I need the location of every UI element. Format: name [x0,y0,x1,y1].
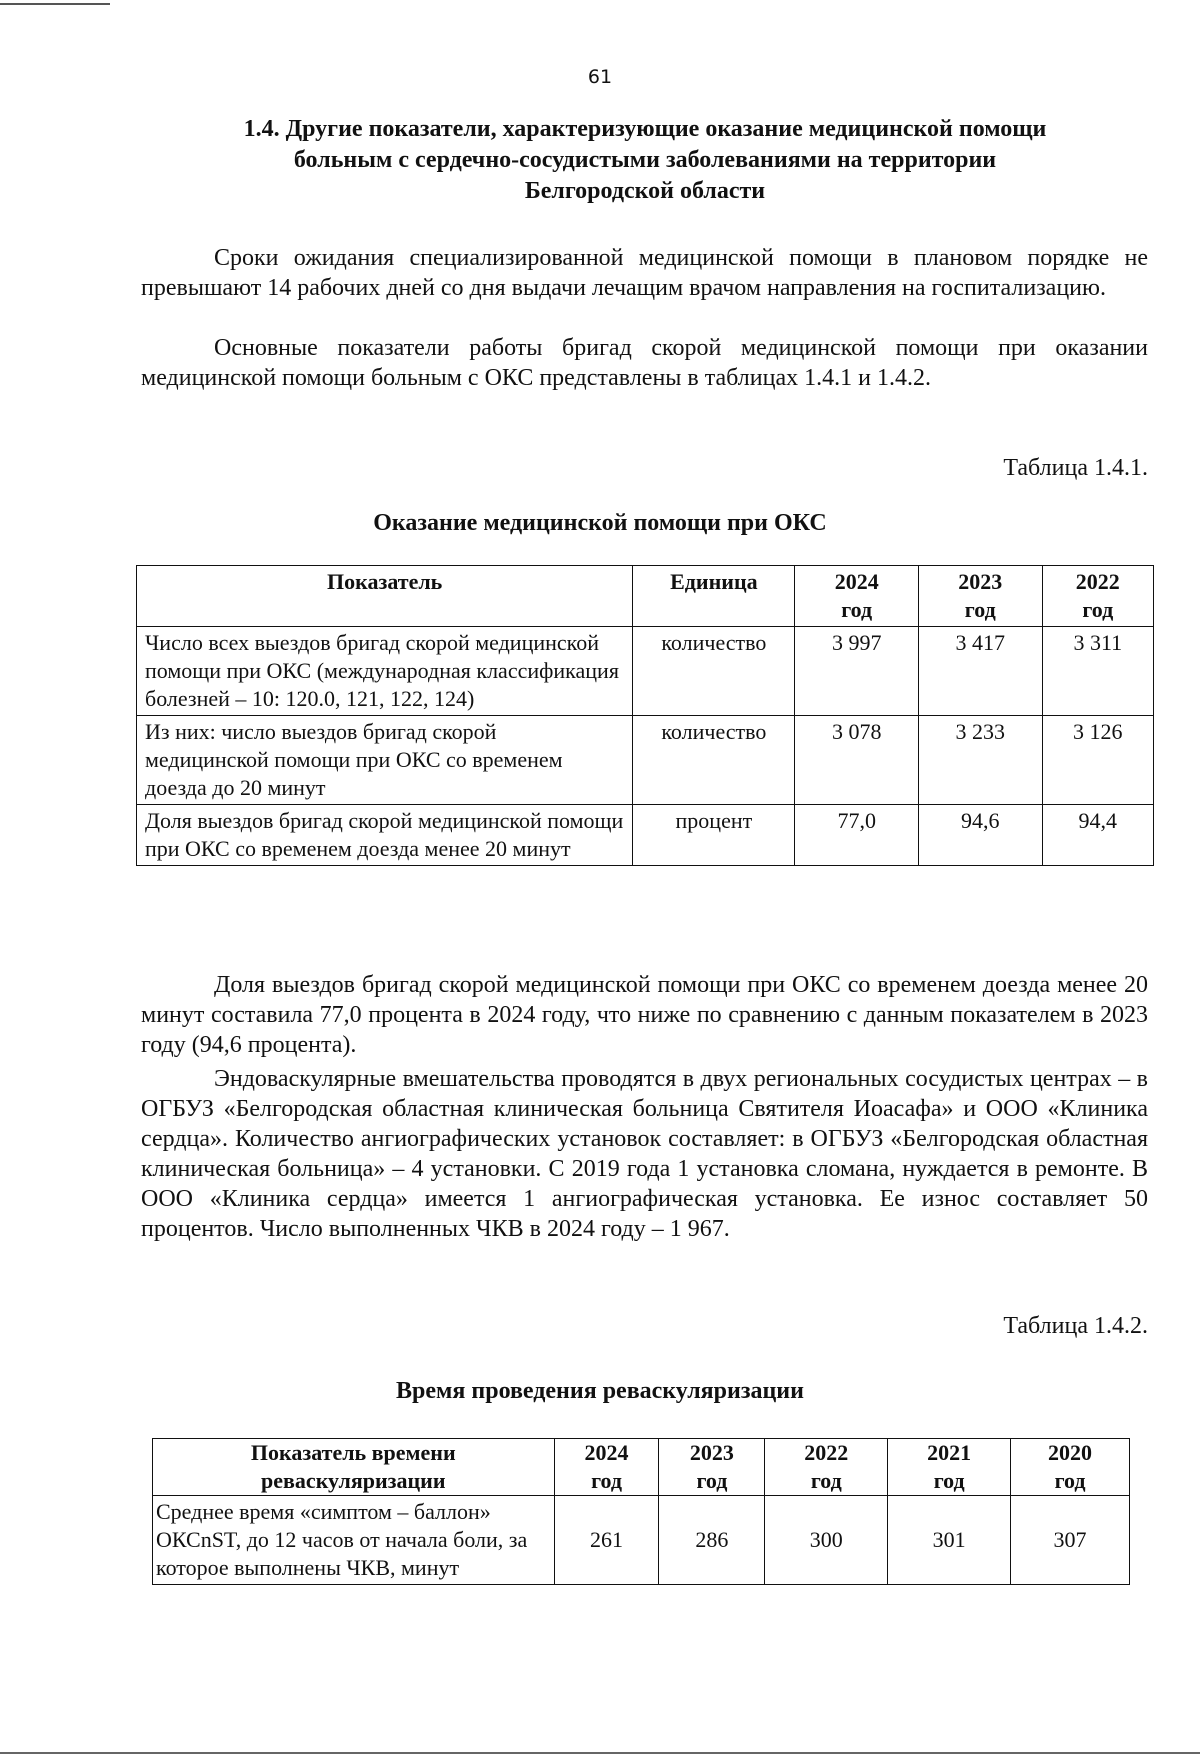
header-year-word: год [810,1468,842,1493]
table-row [137,805,1154,866]
table-caption: Таблица 1.4.2. [1003,1313,1148,1339]
header-year [888,1439,1011,1496]
table-header-row [153,1439,1130,1496]
table-caption: Таблица 1.4.1. [1003,455,1148,481]
header-year-word: год [1082,597,1114,622]
table-row [137,716,1154,805]
revascularization-table [152,1438,1130,1585]
header-year-number: 2020 [1048,1440,1093,1465]
cell-indicator: Доля выездов бригад скорой медицинской помощи при ОКС со временем доезда менее 20 минут [137,805,633,866]
header-year [659,1439,765,1496]
cell-indicator: Из них: число выездов бригад скорой медицинской помощи при ОКС со временем доезда до 20 минут [137,716,633,805]
cell-indicator: Среднее время «симптом – баллон» ОКСnST, до 12 часов от начала боли, за которое выполнены ЧКВ, минут [153,1496,555,1585]
header-year [554,1439,659,1496]
table-header-row [137,566,1154,627]
cell-value: 301 [888,1496,1011,1585]
table-title: Оказание медицинской помощи при ОКС [373,510,827,536]
paragraph: Основные показатели работы бригад скорой медицинской помощи при оказании медицинской помощи больным с ОКС представлены в таблицах 1.4.1 и 1.4.2. [141,335,1148,391]
table-row [137,627,1154,716]
header-year-number: 2022 [804,1440,849,1465]
header-year [795,566,919,627]
section-heading-line: Белгородской области [524,178,766,204]
header-year [918,566,1042,627]
cell-unit: количество [633,716,795,805]
table-row [153,1496,1130,1585]
cell-value: 300 [765,1496,888,1585]
paragraph: Эндоваскулярные вмешательства проводятся в двух региональных сосудистых центрах – в ОГБУЗ «Белгородская областная клиническая больница Святителя Иоасафа» и ООО «Клиника сердца». Количество ангиографических установок составляет: в ОГБУЗ «Белгородская областная клиническая больница» – 4 установки. С 2019 года 1 установка сломана, нуждается в ремонте. В ООО «Клиника сердца» имеется 1 ангиографическая установка. Ее износ составляет 50 процентов. Число выполненных ЧКВ в 2024 году – 1 967. [141,1066,1148,1242]
cell-value: 3 311 [1042,627,1153,716]
section-heading [150,114,1140,207]
header-year-number: 2024 [834,569,879,594]
header-year [1011,1439,1130,1496]
cell-value: 94,4 [1042,805,1153,866]
header-indicator: Показатель [137,566,633,627]
paragraph: Сроки ожидания специализированной медицинской помощи в плановом порядке не превышают 14 рабочих дней со дня выдачи лечащим врачом направления на госпитализацию. [141,245,1148,301]
cell-value: 3 417 [918,627,1042,716]
header-year-word: год [841,597,873,622]
cell-value: 77,0 [795,805,919,866]
header-year-number: 2021 [927,1440,972,1465]
header-year-word: год [964,597,996,622]
cell-value: 3 997 [795,627,919,716]
cell-value: 261 [554,1496,659,1585]
cell-indicator: Число всех выездов бригад скорой медицинской помощи при ОКС (международная классификация болезней – 10: 120.0, 121, 122, 124) [137,627,633,716]
cell-value: 3 078 [795,716,919,805]
cell-unit: количество [633,627,795,716]
header-year-number: 2022 [1075,569,1120,594]
page-number: 61 [587,66,613,88]
header-indicator-line: Показатель времени [250,1440,456,1465]
ambulance-table [136,565,1154,866]
header-year-word: год [591,1468,622,1493]
cell-unit: процент [633,805,795,866]
header-unit: Единица [633,566,795,627]
header-year-word: год [933,1468,965,1493]
scan-edge-line [0,1752,1200,1754]
header-year-number: 2024 [584,1440,629,1465]
scan-edge-line [0,3,110,5]
header-year-number: 2023 [689,1440,734,1465]
section-heading-line: больным с сердечно-сосудистыми заболеваниями на территории [293,147,997,173]
header-indicator-line: реваскуляризации [261,1468,446,1493]
header-year [765,1439,888,1496]
header-year [1042,566,1153,627]
header-indicator [153,1439,555,1496]
section-heading-line: 1.4. Другие показатели, характеризующие оказание медицинской помощи [243,116,1047,142]
cell-value: 3 126 [1042,716,1153,805]
header-year-number: 2023 [958,569,1003,594]
header-year-word: год [1054,1468,1086,1493]
cell-value: 286 [659,1496,765,1585]
paragraph: Доля выездов бригад скорой медицинской помощи при ОКС со временем доезда менее 20 минут составила 77,0 процента в 2024 году, что ниже по сравнению с данным показателем в 2023 году (94,6 процента). [141,972,1148,1058]
table-title: Время проведения реваскуляризации [396,1378,804,1404]
cell-value: 307 [1011,1496,1130,1585]
header-year-word: год [696,1468,728,1493]
cell-value: 3 233 [918,716,1042,805]
cell-value: 94,6 [918,805,1042,866]
